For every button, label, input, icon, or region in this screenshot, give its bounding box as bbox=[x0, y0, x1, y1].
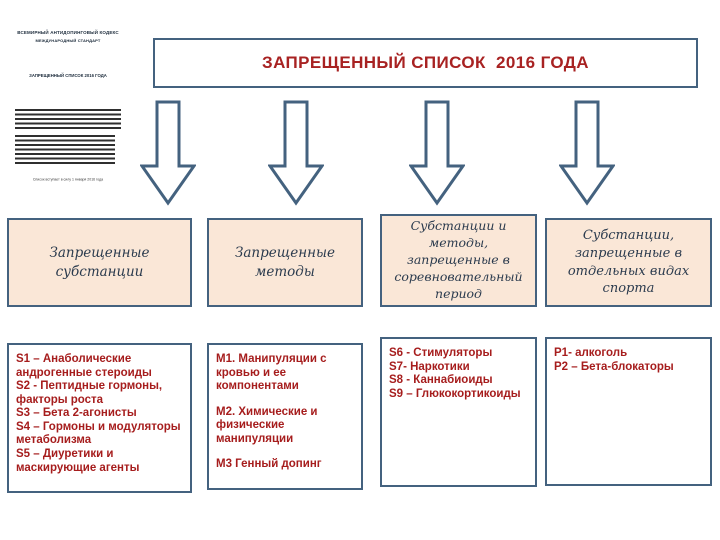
list-item: S5 – Диуретики и маскирующие агенты bbox=[16, 447, 140, 474]
down-arrow-icon bbox=[409, 100, 465, 206]
list-item: S6 - Стимуляторы bbox=[389, 347, 493, 359]
down-arrow-icon bbox=[140, 100, 196, 206]
list-item: S4 – Гормоны и модуляторы метаболизма bbox=[16, 420, 181, 447]
category-list-particular-sports bbox=[545, 337, 712, 486]
list-item: M1. Манипуляции с кровью и ее компонентами bbox=[216, 353, 327, 393]
category-header-label: Субстанции и методы, запрещенные в соревновательный период bbox=[394, 218, 523, 301]
document-paragraph-placeholder bbox=[15, 135, 115, 164]
list-item: P2 – Бета-блокаторы bbox=[554, 360, 674, 373]
category-list-substances bbox=[7, 343, 192, 493]
list-item: S1 – Анаболические андрогенные стероиды bbox=[16, 353, 152, 379]
list-item: S2 - Пептидные гормоны, факторы роста bbox=[16, 380, 163, 406]
down-arrow-icon bbox=[268, 100, 324, 206]
list-item: P1- алкоголь bbox=[554, 347, 628, 359]
category-header-label: Запрещенные методы bbox=[234, 245, 336, 280]
list-item: S8 - Каннабиоиды bbox=[389, 374, 493, 387]
category-header-label: Субстанции, запрещенные в отдельных видах спорта bbox=[567, 228, 690, 297]
category-header-label: Запрещенные субстанции bbox=[49, 245, 150, 280]
list-item: M2. Химические и физические манипуляции bbox=[216, 405, 318, 445]
list-item: S3 – Бета 2-агонисты bbox=[16, 407, 137, 420]
page-title: ЗАПРЕЩЕННЫЙ СПИСОК 2016 ГОДА bbox=[262, 53, 589, 72]
document-paragraph-placeholder bbox=[15, 109, 121, 129]
list-item: S9 – Глюкокортикоиды bbox=[389, 387, 521, 400]
document-heading-code: ВСЕМИРНЫЙ АНТИДОПИНГОВЫЙ КОДЕКС bbox=[17, 30, 119, 35]
category-header-prohibited-methods bbox=[207, 218, 363, 307]
document-thumbnail bbox=[8, 8, 128, 188]
category-list-in-competition bbox=[380, 337, 537, 487]
list-item: M3 Генный допинг bbox=[216, 458, 322, 471]
document-page bbox=[8, 30, 128, 210]
document-heading-standard: МЕЖДУНАРОДНЫЙ СТАНДАРТ bbox=[35, 38, 101, 43]
list-item: S7- Наркотики bbox=[389, 360, 470, 373]
down-arrow-icon bbox=[559, 100, 615, 206]
document-footer-caption: Список вступает в силу 1 января 2016 года bbox=[32, 178, 104, 182]
document-heading-list: ЗАПРЕЩЕННЫЙ СПИСОК 2016 ГОДА bbox=[29, 73, 107, 78]
category-header-prohibited-substances bbox=[7, 218, 192, 307]
category-list-methods bbox=[207, 343, 363, 490]
title-box bbox=[153, 38, 698, 88]
category-header-particular-sports bbox=[545, 218, 712, 307]
category-header-in-competition bbox=[380, 214, 537, 307]
